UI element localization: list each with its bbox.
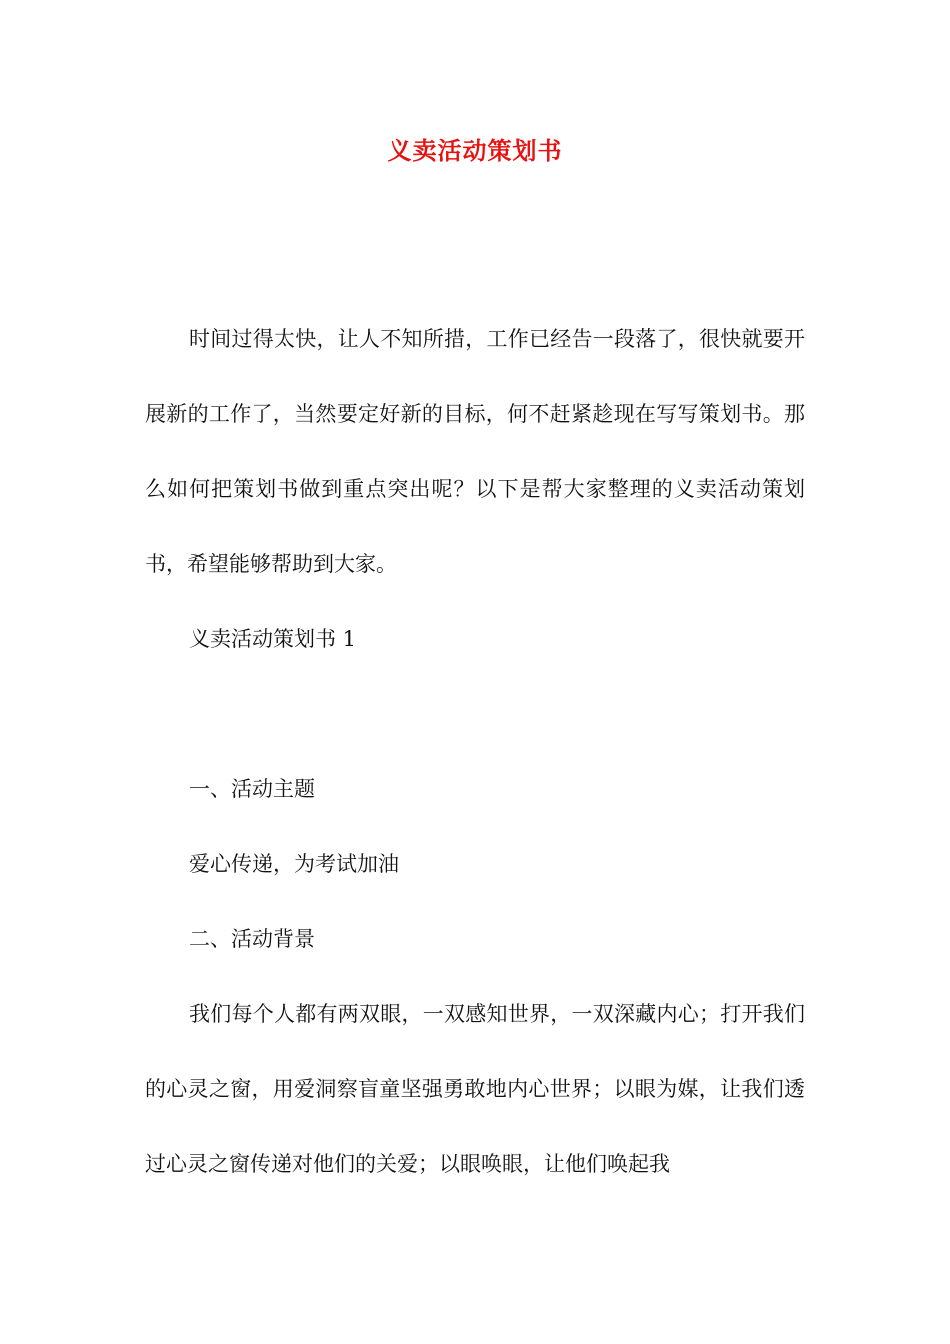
plan-subtitle: 义卖活动策划书 1 xyxy=(189,627,357,651)
intro-paragraph: 时间过得太快，让人不知所措，工作已经告一段落了，很快就要开展新的工作了，当然要定好新的目标，何不赶紧趁现在写写策划书。那么如何把策划书做到重点突出呢？以下是帮大家整理的义卖活动策划书，希望能够帮助到大家。 xyxy=(145,327,805,576)
document-title: 义卖活动策划书 xyxy=(387,136,563,165)
section-1-heading: 一、活动主题 xyxy=(189,777,315,801)
sections-block xyxy=(145,752,805,1202)
section-2-text: 我们每个人都有两双眼，一双感知世界，一双深藏内心；打开我们的心灵之窗，用爱洞察盲童坚强勇敢地内心世界；以眼为媒，让我们透过心灵之窗传递对他们的关爱；以眼唤眼，让他们唤起我 xyxy=(145,1002,805,1176)
section-1-text: 爱心传递，为考试加油 xyxy=(189,852,399,876)
section-2-heading: 二、活动背景 xyxy=(189,927,315,951)
intro-block xyxy=(145,302,805,602)
subtitle-block xyxy=(145,602,805,677)
